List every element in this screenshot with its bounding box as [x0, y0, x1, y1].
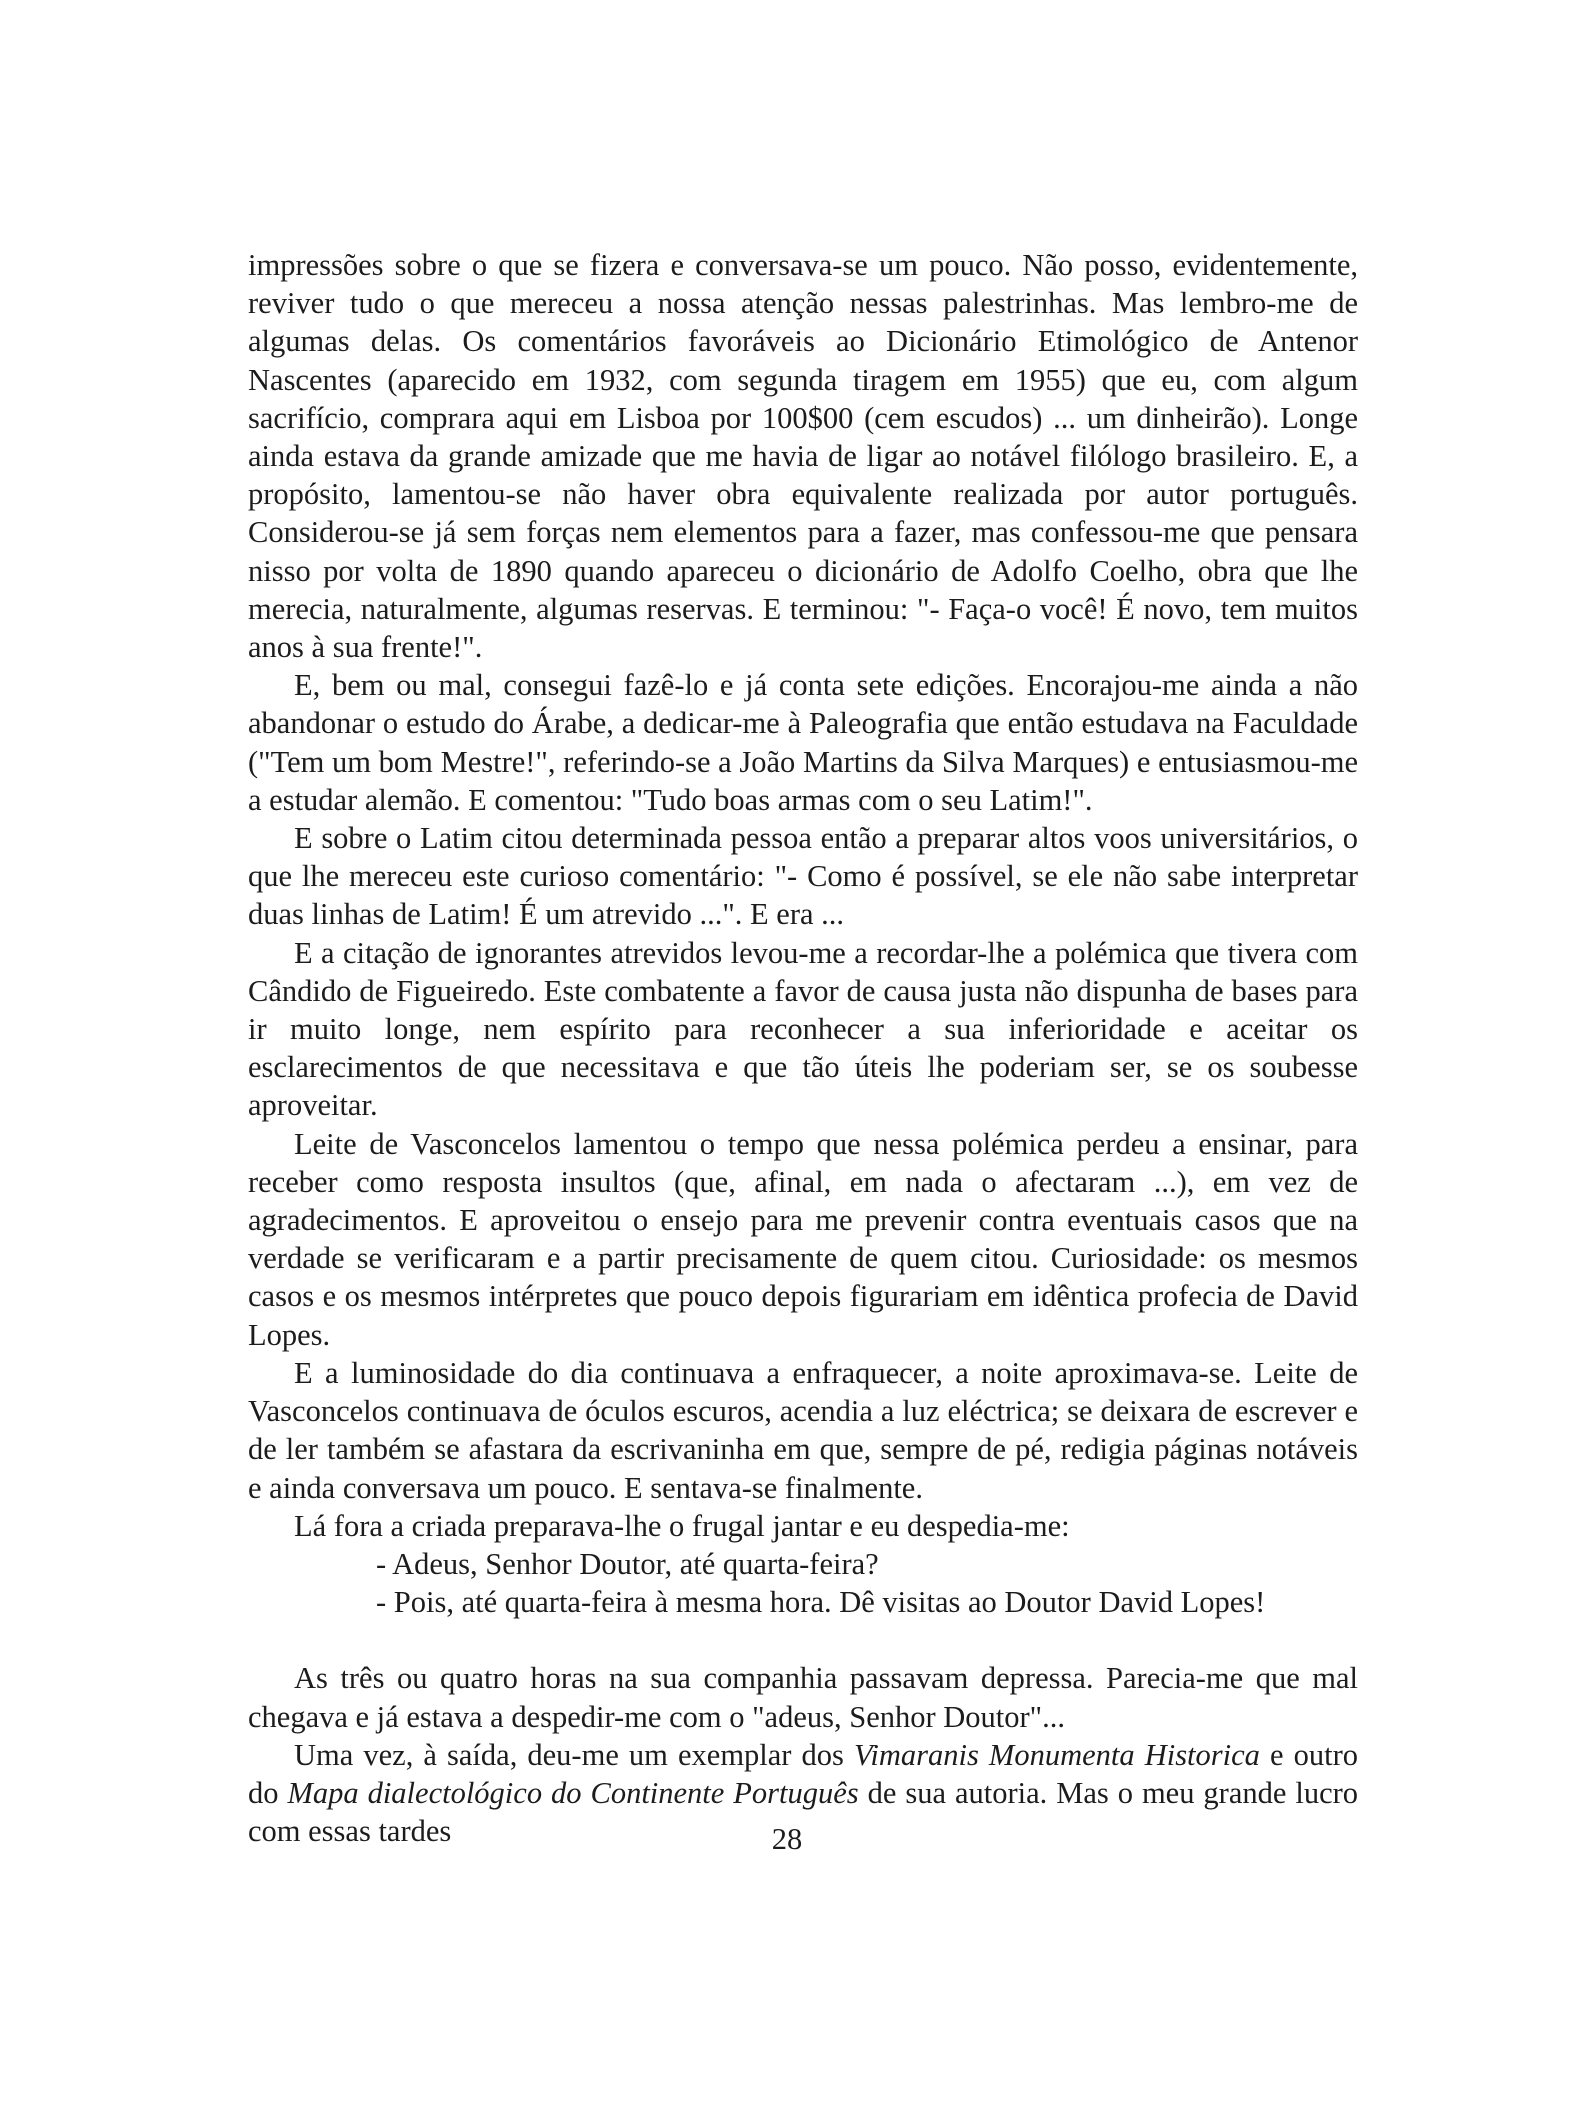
book-title-mapa-dialectologico: Mapa dialectológico do Continente Português [287, 1775, 859, 1810]
dialogue-line-1: - Adeus, Senhor Doutor, até quarta-feira? [376, 1546, 879, 1581]
paragraph-8: As três ou quatro horas na sua companhia passavam depressa. Parecia-me que mal chegava e já estava a despedir-me com o "adeus, Senhor Doutor"... [248, 1661, 1358, 1734]
paragraph-3: E sobre o Latim citou determinada pessoa então a preparar altos voos universitários, o que lhe mereceu este curioso comentário: "- Como é possível, se ele não sabe interpretar duas linhas de Latim! É um atrevido ...". E era ... [248, 821, 1358, 932]
book-title-vimaranis: Vimaranis Monumenta Historica [854, 1737, 1260, 1772]
paragraph-7: Lá fora a criada preparava-lhe o frugal jantar e eu despedia-me: [294, 1508, 1070, 1543]
page-number: 28 [771, 1822, 803, 1856]
paragraph-6: E a luminosidade do dia continuava a enfraquecer, a noite aproximava-se. Leite de Vasconcelos continuava de óculos escuros, acendia a luz eléctrica; se deixara de escrever e de ler também se afastara da escrivaninha em que, sempre de pé, redigia páginas notáveis e ainda conversava um pouco. E sentava-se finalmente. [248, 1355, 1358, 1505]
paragraph-9-text-c: e outro do [248, 1737, 1359, 1810]
paragraph-2: E, bem ou mal, consegui fazê-lo e já conta sete edições. Encorajou-me ainda a não abandonar o estudo do Árabe, a dedicar-me à Paleografia que então estudava na Faculdade ("Tem um bom Mestre!", referindo-se a João Martins da Silva Marques) e entusiasmou-me a estudar alemão. E comentou: "Tudo boas armas com o seu Latim!". [248, 668, 1358, 817]
paragraph-9-text-e: de sua autoria. Mas o meu grande lucro com essas tardes [248, 1775, 1359, 1849]
paragraph-5: Leite de Vasconcelos lamentou o tempo que nessa polémica perdeu a ensinar, para receber como resposta insultos (que, afinal, em nada o afectaram ...), em vez de agradecimentos. E aproveitou o ensejo para me prevenir contra eventuais casos que na verdade se verificaram e a partir precisamente de quem citou. Curiosidade: os mesmos casos e os mesmos intérpretes que pouco depois figurariam em idêntica profecia de David Lopes. [248, 1126, 1358, 1352]
dialogue-line-2: - Pois, até quarta-feira à mesma hora. Dê visitas ao Doutor David Lopes! [376, 1585, 1266, 1620]
paragraph-9-text-a: Uma vez, à saída, deu-me um exemplar dos [294, 1737, 854, 1772]
paragraph-4: E a citação de ignorantes atrevidos levou-me a recordar-lhe a polémica que tivera com Cândido de Figueiredo. Este combatente a favor de causa justa não dispunha de bases para ir muito longe, nem espírito para reconhecer a sua inferioridade e aceitar os esclarecimentos de que necessitava e que tão úteis lhe poderiam ser, se os soubesse aproveitar. [248, 935, 1358, 1123]
body-text [248, 246, 1358, 1850]
paragraph-1: impressões sobre o que se fizera e conversava-se um pouco. Não posso, evidentemente, reviver tudo o que mereceu a nossa atenção nessas palestrinhas. Mas lembro-me de algumas delas. Os comentários favoráveis ao Dicionário Etimológico de Antenor Nascentes (aparecido em 1932, com segunda tiragem em 1955) que eu, com algum sacrifício, comprara aqui em Lisboa por 100$00 (cem escudos) ... um dinheirão). Longe ainda estava da grande amizade que me havia de ligar ao notável filólogo brasileiro. E, a propósito, lamentou-se não haver obra equivalente realizada por autor português. Considerou-se já sem forças nem elementos para a fazer, mas confessou-me que pensara nisso por volta de 1890 quando apareceu o dicionário de Adolfo Coelho, obra que lhe merecia, naturalmente, algumas reservas. E terminou: "- Faça-o você! É novo, tem muitos anos à sua frente!". [248, 248, 1358, 665]
